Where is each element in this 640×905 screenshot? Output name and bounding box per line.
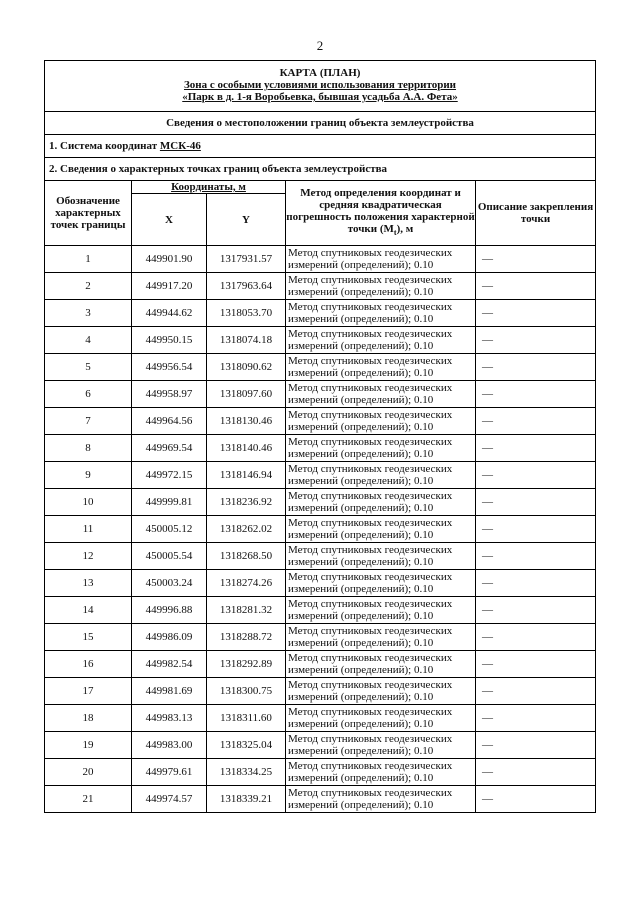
fixation-description: — [476,381,596,408]
point-number: 16 [45,651,132,678]
header-designation: Обозначение характерных точек границы [45,181,132,246]
table-row [45,462,596,489]
table-row [45,381,596,408]
coord-y: 1318140.46 [207,435,286,462]
point-number: 3 [45,300,132,327]
point-number: 15 [45,624,132,651]
coord-x: 449986.09 [132,624,207,651]
fixation-description: — [476,786,596,813]
point-number: 5 [45,354,132,381]
coord-y: 1318097.60 [207,381,286,408]
coord-x: 449981.69 [132,678,207,705]
coord-y: 1318274.26 [207,570,286,597]
fixation-description: — [476,408,596,435]
table-row [45,624,596,651]
header-coordinates: Координаты, м [132,181,286,194]
fixation-description: — [476,570,596,597]
table-row [45,246,596,273]
method-text: Метод спутниковых геодезических измерений (определений); 0.10 [286,705,476,732]
document-title [45,61,596,112]
title-line-2: Зона с особыми условиями использования территории [183,79,457,91]
coord-x: 449983.00 [132,732,207,759]
coord-x: 449958.97 [132,381,207,408]
coord-y: 1318146.94 [207,462,286,489]
point-number: 11 [45,516,132,543]
point-number: 1 [45,246,132,273]
method-text: Метод спутниковых геодезических измерений (определений); 0.10 [286,489,476,516]
coord-y: 1318311.60 [207,705,286,732]
coord-y: 1317963.64 [207,273,286,300]
title-line-3: «Парк в д. 1-я Воробьевка, бывшая усадьба А.А. Фета» [182,91,458,103]
coord-y: 1318292.89 [207,651,286,678]
header-description: Описание закрепления точки [476,181,596,246]
point-number: 7 [45,408,132,435]
section1-label: 1. Система координат [49,140,160,152]
point-number: 17 [45,678,132,705]
fixation-description: — [476,516,596,543]
table-row [45,300,596,327]
coord-x: 449950.15 [132,327,207,354]
method-text: Метод спутниковых геодезических измерений (определений); 0.10 [286,462,476,489]
coord-x: 449974.57 [132,786,207,813]
coord-y: 1318300.75 [207,678,286,705]
fixation-description: — [476,327,596,354]
point-number: 19 [45,732,132,759]
method-text: Метод спутниковых геодезических измерений (определений); 0.10 [286,300,476,327]
point-number: 13 [45,570,132,597]
coord-x: 450003.24 [132,570,207,597]
section-coordinate-system [45,135,596,158]
table-row [45,759,596,786]
coord-y: 1318325.04 [207,732,286,759]
coord-x: 449996.88 [132,597,207,624]
header-method: Метод определения координат и средняя квадратическая погрешность положения характерной точки $(M_t)$, м [286,181,476,246]
point-number: 14 [45,597,132,624]
fixation-description: — [476,624,596,651]
coord-x: 449956.54 [132,354,207,381]
fixation-description: — [476,705,596,732]
table-row [45,678,596,705]
header-x: X [132,194,207,246]
coord-y: 1318281.32 [207,597,286,624]
coord-x: 449999.81 [132,489,207,516]
coord-y: 1318334.25 [207,759,286,786]
fixation-description: — [476,678,596,705]
point-number: 8 [45,435,132,462]
table-row [45,705,596,732]
fixation-description: — [476,435,596,462]
coord-x: 449917.20 [132,273,207,300]
table-row [45,651,596,678]
coord-x: 449969.54 [132,435,207,462]
coord-y: 1318236.92 [207,489,286,516]
point-number: 21 [45,786,132,813]
method-text: Метод спутниковых геодезических измерений (определений); 0.10 [286,759,476,786]
table-row [45,327,596,354]
table-row [45,273,596,300]
document-table [44,60,596,813]
fixation-description: — [476,597,596,624]
coordinate-system-value: МСК-46 [159,140,201,152]
coord-y: 1318074.18 [207,327,286,354]
coord-x: 449901.90 [132,246,207,273]
subtitle: Сведения о местоположении границ объекта землеустройства [45,112,596,135]
table-row [45,732,596,759]
coord-y: 1318053.70 [207,300,286,327]
method-text: Метод спутниковых геодезических измерений (определений); 0.10 [286,678,476,705]
coord-x: 449972.15 [132,462,207,489]
method-text: Метод спутниковых геодезических измерений (определений); 0.10 [286,624,476,651]
point-number: 2 [45,273,132,300]
fixation-description: — [476,300,596,327]
coord-y: 1318288.72 [207,624,286,651]
method-text: Метод спутниковых геодезических измерений (определений); 0.10 [286,516,476,543]
coord-x: 450005.12 [132,516,207,543]
section-points-info: 2. Сведения о характерных точках границ объекта землеустройства [45,158,596,181]
method-text: Метод спутниковых геодезических измерений (определений); 0.10 [286,651,476,678]
table-row [45,786,596,813]
point-number: 20 [45,759,132,786]
method-text: Метод спутниковых геодезических измерений (определений); 0.10 [286,732,476,759]
point-number: 18 [45,705,132,732]
method-text: Метод спутниковых геодезических измерений (определений); 0.10 [286,597,476,624]
method-text: Метод спутниковых геодезических измерений (определений); 0.10 [286,570,476,597]
coord-x: 449944.62 [132,300,207,327]
method-text: Метод спутниковых геодезических измерений (определений); 0.10 [286,354,476,381]
header-y: Y [207,194,286,246]
fixation-description: — [476,246,596,273]
coord-x: 450005.54 [132,543,207,570]
coord-x: 449964.56 [132,408,207,435]
method-text: Метод спутниковых геодезических измерений (определений); 0.10 [286,435,476,462]
table-row [45,543,596,570]
table-row [45,570,596,597]
coord-y: 1317931.57 [207,246,286,273]
coord-x: 449983.13 [132,705,207,732]
coord-y: 1318268.50 [207,543,286,570]
method-text: Метод спутниковых геодезических измерений (определений); 0.10 [286,543,476,570]
point-number: 10 [45,489,132,516]
coord-y: 1318090.62 [207,354,286,381]
method-text: Метод спутниковых геодезических измерений (определений); 0.10 [286,327,476,354]
fixation-description: — [476,273,596,300]
fixation-description: — [476,489,596,516]
fixation-description: — [476,651,596,678]
table-row [45,408,596,435]
title-line-1: КАРТА (ПЛАН) [279,67,361,79]
table-row [45,597,596,624]
point-number: 6 [45,381,132,408]
fixation-description: — [476,354,596,381]
coord-x: 449982.54 [132,651,207,678]
point-number: 4 [45,327,132,354]
method-text: Метод спутниковых геодезических измерений (определений); 0.10 [286,273,476,300]
point-number: 12 [45,543,132,570]
method-text: Метод спутниковых геодезических измерений (определений); 0.10 [286,381,476,408]
table-row [45,435,596,462]
fixation-description: — [476,543,596,570]
coord-x: 449979.61 [132,759,207,786]
fixation-description: — [476,732,596,759]
point-number: 9 [45,462,132,489]
coord-y: 1318130.46 [207,408,286,435]
coord-y: 1318262.02 [207,516,286,543]
page-number: 2 [316,38,324,53]
fixation-description: — [476,462,596,489]
coord-y: 1318339.21 [207,786,286,813]
fixation-description: — [476,759,596,786]
table-row [45,354,596,381]
method-text: Метод спутниковых геодезических измерений (определений); 0.10 [286,408,476,435]
table-row [45,489,596,516]
method-text: Метод спутниковых геодезических измерений (определений); 0.10 [286,246,476,273]
method-text: Метод спутниковых геодезических измерений (определений); 0.10 [286,786,476,813]
table-row [45,516,596,543]
